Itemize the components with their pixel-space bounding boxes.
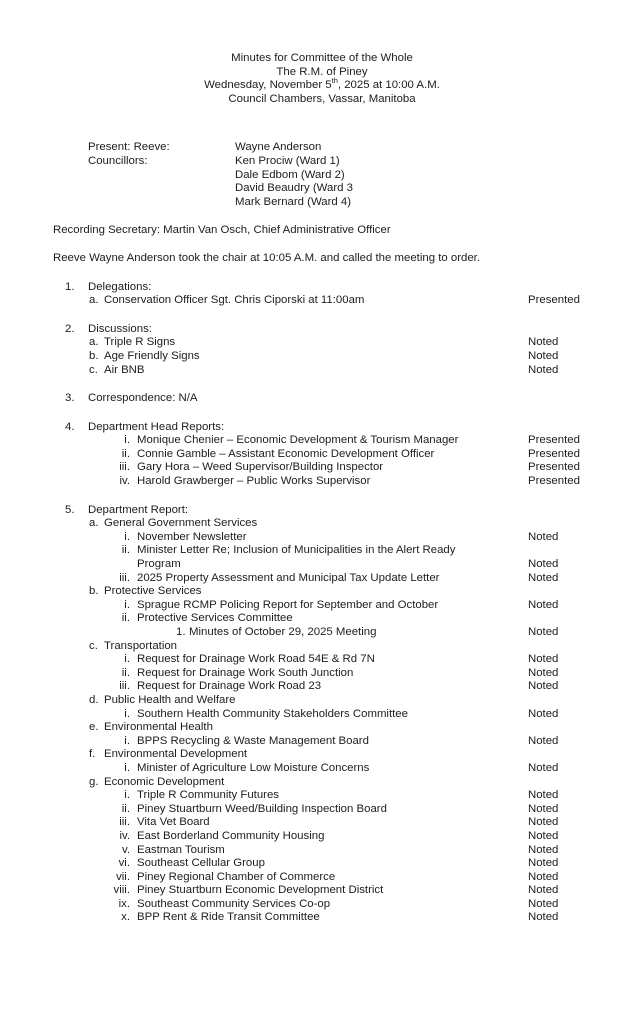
item-text: Protective Services Committee [137,612,293,625]
item-marker: c. [89,639,98,652]
agenda-item [0,350,622,364]
item-marker: 1. [176,626,186,638]
section-title: Discussions: [88,322,152,335]
item-marker: c. [89,363,98,376]
agenda-item [0,612,622,626]
item-text: East Borderland Community Housing [137,829,325,842]
item-status: Noted [528,598,559,611]
item-marker: b. [89,349,99,362]
present-reeve-label: Present: Reeve: [88,141,170,154]
item-marker: viii. [113,884,130,897]
agenda-item [0,572,622,586]
agenda-item [0,830,622,844]
agenda-item [0,667,622,681]
agenda-subsection [0,748,622,762]
item-marker: g. [89,775,99,788]
item-marker: vii. [116,870,130,883]
councillor-name: Dale Edbom (Ward 2) [235,168,345,181]
agenda-subsection [0,694,622,708]
item-marker: e. [89,721,99,734]
recording-secretary-line: Recording Secretary: Martin Van Osch, Chief Administrative Officer [53,224,391,237]
agenda [0,281,622,926]
item-status: Noted [528,897,559,910]
item-status: Noted [528,843,559,856]
item-text: Piney Stuartburn Economic Development District [137,884,384,897]
agenda-item [0,364,622,378]
item-marker: b. [89,585,99,598]
agenda-item [0,844,622,858]
item-status: Noted [528,734,559,747]
item-status: Noted [528,336,559,349]
agenda-subsection [0,517,622,531]
item-text: Minister of Agriculture Low Moisture Concerns [137,761,370,774]
section-title: Delegations: [88,280,152,293]
agenda-item [0,434,622,448]
item-text: Piney Stuartburn Weed/Building Inspection Board [137,802,387,815]
item-text: 2025 Property Assessment and Municipal Tax Update Letter [137,571,440,584]
agenda-item [0,461,622,475]
item-marker: ii. [121,447,130,460]
item-text: Southern Health Community Stakeholders Committee [137,707,408,720]
item-text: Sprague RCMP Policing Report for September and October [137,598,439,611]
item-status: Noted [528,626,559,638]
item-status: Noted [528,558,559,571]
item-text: Conservation Officer Sgt. Chris Ciporski at 11:00am [104,294,365,307]
item-status: Noted [528,680,559,693]
agenda-subsection [0,721,622,735]
item-marker: a. [89,294,99,307]
item-status: Noted [528,653,559,666]
item-marker: iv. [119,475,130,488]
doc-organization: The R.M. of Piney [276,65,368,78]
item-marker: i. [124,598,130,611]
item-status: Noted [528,829,559,842]
item-marker: f. [89,748,96,761]
item-text: November Newsletter [137,530,247,543]
section-heading [0,421,622,435]
item-marker: i. [124,530,130,543]
call-to-order-line: Reeve Wayne Anderson took the chair at 10:05 A.M. and called the meeting to order. [53,251,480,264]
section-heading [0,504,622,518]
section-number: 1. [65,280,75,293]
item-marker: i. [124,734,130,747]
item-status: Noted [528,707,559,720]
item-status: Noted [528,363,559,376]
item-status: Presented [528,434,580,447]
item-marker: i. [124,434,130,447]
item-status: Noted [528,761,559,774]
item-text: Vita Vet Board [137,816,210,829]
item-text: Gary Hora – Weed Supervisor/Building Inspector [137,461,384,474]
item-text: Harold Grawberger – Public Works Supervisor [137,475,371,488]
item-status: Noted [528,571,559,584]
item-status: Noted [528,530,559,543]
date-suffix: , 2025 at 10:00 A.M. [337,79,440,92]
item-text: Environmental Health [104,721,213,734]
agenda-section-discussions [0,323,622,377]
item-text [137,544,528,571]
item-text: Economic Development [104,775,225,788]
agenda-item [0,336,622,350]
item-text: Request for Drainage Work Road 54E & Rd 7N [137,653,375,666]
agenda-item [0,599,622,613]
agenda-item [0,762,622,776]
agenda-item [0,294,622,308]
agenda-item [0,735,622,749]
item-text: Triple R Signs [104,336,176,349]
attendance-block [88,141,622,209]
item-text: Piney Regional Chamber of Commerce [137,870,336,883]
item-text: Monique Chenier – Economic Development & Tourism Manager [137,434,459,447]
item-status: Presented [528,447,580,460]
agenda-subsection [0,585,622,599]
item-text: Transportation [104,639,178,652]
item-text: BPPS Recycling & Waste Management Board [137,734,369,747]
agenda-item [0,680,622,694]
present-reeve-row [88,141,622,155]
item-marker: iii. [119,571,130,584]
item-status: Noted [528,349,559,362]
section-number: 3. [65,392,75,405]
doc-datetime [22,76,622,93]
item-marker: x. [121,911,130,924]
section-title: Correspondence: N/A [88,392,198,405]
item-status: Noted [528,870,559,883]
doc-title: Minutes for Committee of the Whole [231,52,413,64]
item-marker: vi. [118,857,130,870]
councillors-label: Councillors: [88,154,148,167]
agenda-item [0,531,622,545]
section-number: 5. [65,503,75,516]
item-text: Public Health and Welfare [104,693,236,706]
item-marker: i. [124,707,130,720]
document-header [0,52,622,106]
item-text: Connie Gamble – Assistant Economic Development Officer [137,447,435,460]
item-marker: iii. [119,680,130,693]
item-status: Noted [528,884,559,897]
item-text-line: Program [137,558,181,571]
item-status: Presented [528,294,580,307]
item-text: Southeast Community Services Co-op [137,897,331,910]
item-status: Noted [528,857,559,870]
agenda-item [0,475,622,489]
item-marker: ii. [121,802,130,815]
agenda-item [0,816,622,830]
item-marker: v. [121,843,130,856]
reeve-name: Wayne Anderson [235,141,322,154]
item-marker: d. [89,693,99,706]
item-status: Noted [528,666,559,679]
agenda-subsection [0,776,622,790]
section-title: Department Report: [88,503,189,516]
agenda-item [0,448,622,462]
item-text: Environmental Development [104,748,248,761]
section-number: 4. [65,420,75,433]
item-text: Request for Drainage Work Road 23 [137,680,322,693]
item-text: Request for Drainage Work South Junction [137,666,354,679]
agenda-item [0,708,622,722]
councillor-list [235,155,353,209]
item-text: Eastman Tourism [137,843,225,856]
councillor-name: Ken Prociw (Ward 1) [235,154,340,167]
agenda-item [0,871,622,885]
item-text: Southeast Cellular Group [137,857,265,870]
item-marker: a. [89,336,99,349]
item-marker: ix. [118,897,130,910]
item-marker: a. [89,517,99,530]
agenda-section-correspondence [0,392,622,406]
item-text: Age Friendly Signs [104,349,200,362]
agenda-item [0,544,622,571]
item-marker: ii. [121,612,130,625]
item-marker: iii. [119,816,130,829]
agenda-section-delegations [0,281,622,308]
item-marker: i. [124,653,130,666]
item-text: Triple R Community Futures [137,789,279,802]
item-text: Minutes of October 29, 2025 Meeting [189,626,377,638]
section-heading [0,392,622,406]
councillor-name: David Beaudry (Ward 3 [235,182,353,195]
item-text: General Government Services [104,517,258,530]
section-heading [0,281,622,295]
item-marker: ii. [121,544,130,557]
item-text: Air BNB [104,363,145,376]
agenda-item [0,803,622,817]
item-marker: iv. [119,829,130,842]
item-marker: ii. [121,666,130,679]
section-number: 2. [65,322,75,335]
item-marker: iii. [119,461,130,474]
agenda-item [0,626,622,640]
councillors-row [88,155,622,209]
doc-location: Council Chambers, Vassar, Manitoba [228,92,416,105]
agenda-item [0,789,622,803]
item-marker: i. [124,789,130,802]
agenda-item [0,884,622,898]
date-superscript: th [331,76,338,86]
item-status: Presented [528,475,580,488]
item-status: Noted [528,911,559,924]
item-text-line: Minister Letter Re; Inclusion of Municipalities in the Alert Ready [137,544,456,557]
agenda-item [0,857,622,871]
agenda-section-department-report [0,504,622,925]
item-status: Noted [528,816,559,829]
agenda-item [0,911,622,925]
item-status: Noted [528,789,559,802]
item-text: Protective Services [104,585,202,598]
agenda-section-department-head-reports [0,421,622,489]
section-title: Department Head Reports: [88,420,225,433]
date-prefix: Wednesday, November 5 [204,79,332,92]
agenda-subsection [0,640,622,654]
item-text: BPP Rent & Ride Transit Committee [137,911,320,924]
item-status: Noted [528,802,559,815]
agenda-item [0,653,622,667]
councillor-name: Mark Bernard (Ward 4) [235,195,352,208]
section-heading [0,323,622,337]
item-status: Presented [528,461,580,474]
agenda-item [0,898,622,912]
item-marker: i. [124,761,130,774]
